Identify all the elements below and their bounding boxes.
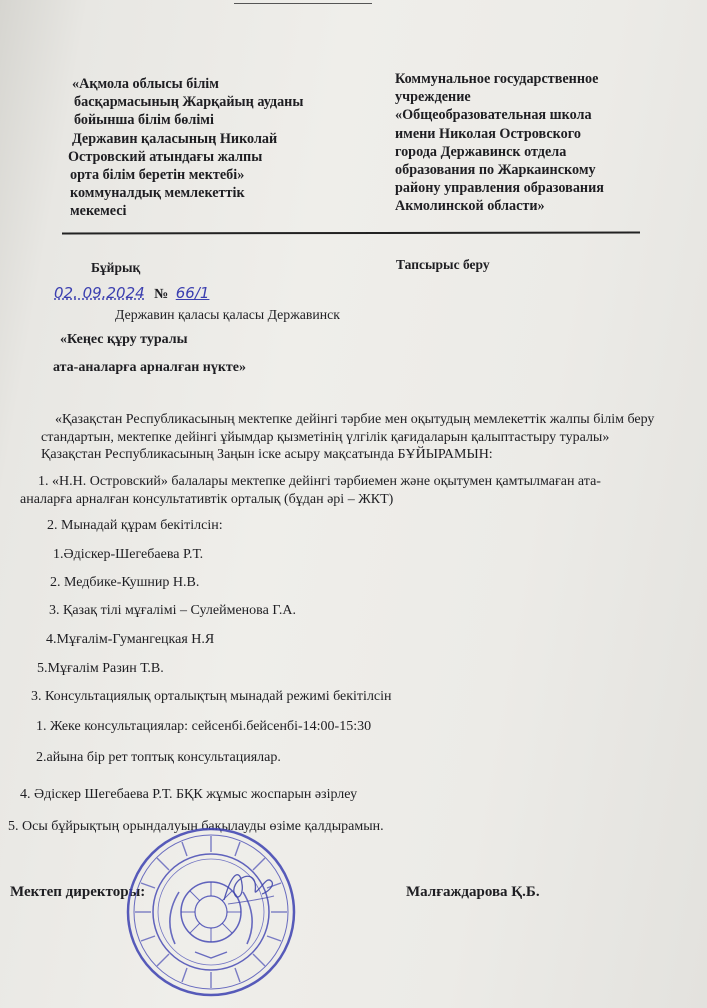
preamble-line: Қазақстан Республикасының Заңын іске асыру мақсатында БҰЙЫРАМЫН: xyxy=(41,447,493,462)
regime-item: 2.айына бір рет топтық консультациялар. xyxy=(36,750,281,765)
handwritten-number: 66/1 xyxy=(175,284,210,302)
director-role: Мектеп директоры: xyxy=(10,884,146,900)
item-5: 5. Осы бұйрықтың орындалуын бақылауды өзіме қалдырамын. xyxy=(8,819,384,834)
header-right-line: учреждение xyxy=(395,89,471,106)
header-right-line: города Державинск отдела xyxy=(395,143,567,160)
header-left-line: Островский атындағы жалпы xyxy=(68,148,263,165)
item-3: 3. Консультациялық орталықтың мынадай режимі бекітілсін xyxy=(31,689,392,704)
preamble-line: стандартын, мектепке дейінгі ұйымдар қызметінің үлгілік қағидаларын қалыптастыру туралы» xyxy=(41,429,610,445)
order-subject-line2: ата-аналарға арналған нүкте» xyxy=(53,360,247,375)
handwritten-signature-icon xyxy=(218,862,278,912)
number-sign: № xyxy=(154,287,169,302)
header-divider xyxy=(62,231,640,234)
item-2: 2. Мынадай құрам бекітілсін: xyxy=(47,518,223,533)
order-city: Державин қаласы қаласы Державинск xyxy=(115,307,340,322)
order-subject-line1: «Кеңес құру туралы xyxy=(60,332,188,347)
official-stamp-icon xyxy=(125,826,297,998)
header-left-line: мекемесі xyxy=(70,203,127,220)
header-left-line: орта білім беретін мектебі» xyxy=(70,167,245,184)
header-left-line: бойынша білім бөлімі xyxy=(74,112,214,129)
handwritten-date: 02. 09.2024 xyxy=(54,284,145,302)
preamble xyxy=(41,411,681,464)
top-rule xyxy=(234,3,372,4)
item-1-line: 1. «Н.Н. Островский» балалары мектепке дейінгі тәрбиемен және оқытумен қамтылмаған ата- xyxy=(38,474,601,489)
member-item: 1.Әдіскер-Шегебаева Р.Т. xyxy=(53,547,204,562)
header-right-line: образования по Жаркаинскому xyxy=(395,162,596,179)
director-name: Малғаждарова Қ.Б. xyxy=(406,884,540,900)
header-left-line: басқармасының Жарқайың ауданы xyxy=(74,94,304,111)
header-left-line: «Ақмола облысы білім xyxy=(72,76,219,92)
header-right-line: Акмолинской области» xyxy=(395,198,545,215)
order-title-kz: Бұйрық xyxy=(91,260,141,275)
header-left-line: Державин қаласының Николай xyxy=(72,130,278,147)
item-1 xyxy=(20,473,660,508)
header-right-line: Коммунальное государственное xyxy=(395,71,599,87)
preamble-line: «Қазақстан Республикасының мектепке дейінгі тәрбие мен оқытудың мемлекеттік жалпы білім беру xyxy=(41,412,655,427)
member-item: 4.Мұғалім-Гумангецкая Н.Я xyxy=(46,632,215,647)
header-left-kz xyxy=(68,75,358,221)
item-1-line: аналарға арналған консультативтік орталық (бұдан әрі – ЖКТ) xyxy=(20,491,394,507)
regime-item: 1. Жеке консультациялар: сейсенбі.бейсенбі-14:00-15:30 xyxy=(36,719,372,734)
order-title-ru: Тапсырыс беру xyxy=(396,257,490,272)
order-date-number xyxy=(54,285,209,304)
header-right-ru xyxy=(395,70,665,216)
member-item: 2. Медбике-Кушнир Н.В. xyxy=(50,575,200,590)
header-right-line: имени Николая Островского xyxy=(395,125,581,142)
member-item: 5.Мұғалім Разин Т.В. xyxy=(37,661,164,676)
header-right-line: «Общеобразовательная школа xyxy=(395,107,592,124)
item-4: 4. Әдіскер Шегебаева Р.Т. БҚК жұмыс жоспарын әзірлеу xyxy=(20,787,358,802)
header-right-line: району управления образования xyxy=(395,180,604,197)
header-left-line: коммуналдық мемлекеттік xyxy=(70,185,245,202)
member-item: 3. Қазақ тілі мұғалімі – Сулейменова Г.А. xyxy=(49,603,296,618)
